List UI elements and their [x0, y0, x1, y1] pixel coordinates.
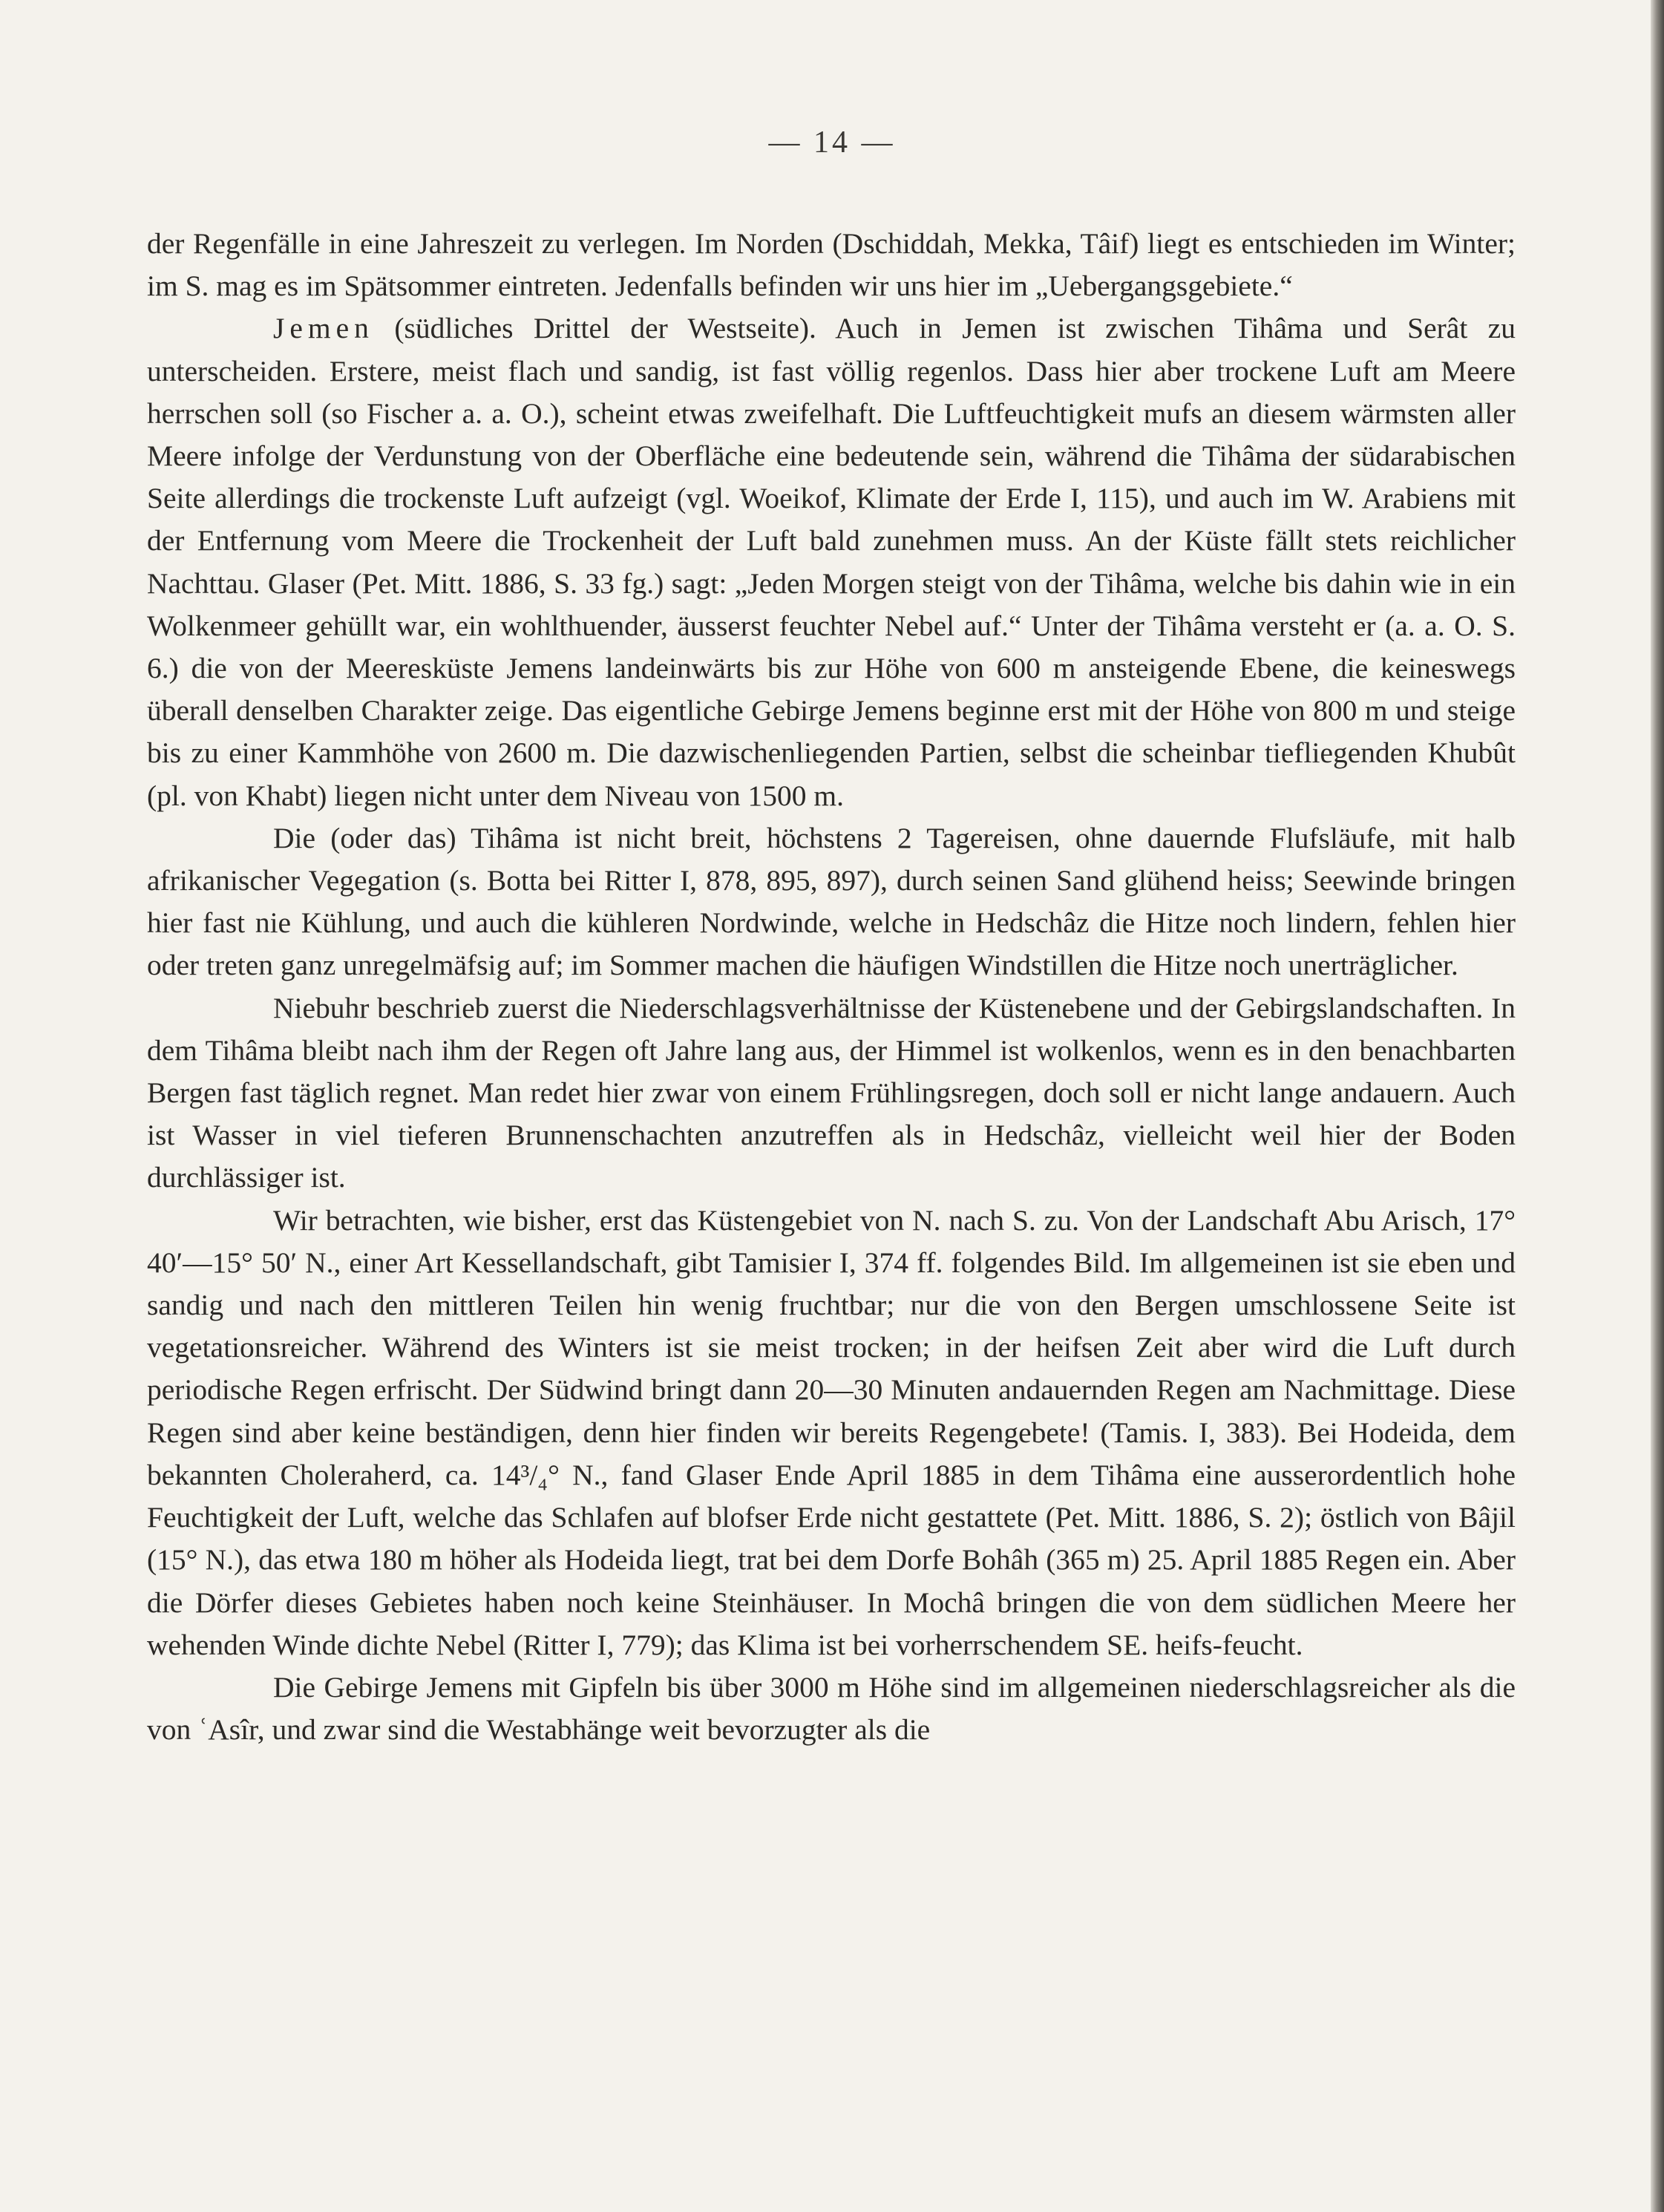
scan-edge — [1651, 0, 1664, 2212]
paragraph-5: Wir betrachten, wie bisher, erst das Küstengebiet von N. nach S. zu. Von der Landschaft Abu Arisch, 17° 40′—15° 50′ N., einer Art Kessellandschaft, gibt Tamisier I, 374 ff. folgendes Bild. Im allgemeinen ist sie eben und sandig und nach den mittleren Teilen hin wenig fruchtbar; nur die von den Bergen umschlossene Seite ist vegetationsreicher. Während des Winters ist sie meist trocken; in der heifsen Zeit aber wird die Luft durch periodische Regen erfrischt. Der Südwind bringt dann 20—30 Minuten andauernden Regen am Nachmittage. Diese Regen sind aber keine beständigen, denn hier finden wir bereits Regengebete! (Tamis. I, 383). Bei Hodeida, dem bekannten Choleraherd, ca. 14³/₄° N., fand Glaser Ende April 1885 in dem Tihâma eine ausserordentlich hohe Feuchtigkeit der Luft, welche das Schlafen auf blofser Erde nicht gestattete (Pet. Mitt. 1886, S. 2); östlich von Bâjil (15° N.), das etwa 180 m höher als Hodeida liegt, trat bei dem Dorfe Bohâh (365 m) 25. April 1885 Regen ein. Aber die Dörfer dieses Gebietes haben noch keine Steinhäuser. In Mochâ bringen die von dem südlichen Meere her wehenden Winde dichte Nebel (Ritter I, 779); das Klima ist bei vorherrschendem SE. heifs-feucht. — [147, 1203, 1516, 1661]
body-text — [147, 223, 1516, 1751]
page-number: — 14 — — [768, 125, 896, 160]
paragraph-2 — [147, 307, 1516, 817]
paragraph-6: Die Gebirge Jemens mit Gipfeln bis über 3000 m Höhe sind im allgemeinen niederschlagsreicher als die von ʿAsîr, und zwar sind die Westabhänge weit bevorzugter als die — [147, 1670, 1516, 1747]
paragraph-3: Die (oder das) Tihâma ist nicht breit, höchstens 2 Tagereisen, ohne dauernde Flufsläufe, mit halb afrikanischer Vegegation (s. Botta bei Ritter I, 878, 895, 897), durch seinen Sand glühend heiss; Seewinde bringen hier fast nie Kühlung, und auch die kühleren Nordwinde, welche in Hedschâz die Hitze noch lindern, fehlen hier oder treten ganz unregelmäfsig auf; im Sommer machen die häufigen Windstillen die Hitze noch unerträglicher. — [147, 821, 1516, 982]
paragraph-2-text: (südliches Drittel der Westseite). Auch in Jemen ist zwischen Tihâma und Serât zu unterscheiden. Erstere, meist flach und sandig, ist fast völlig regenlos. Dass hier aber trockene Luft am Meere herrschen soll (so Fischer a. a. O.), scheint etwas zweifelhaft. Die Luftfeuchtigkeit mufs an diesem wärmsten aller Meere infolge der Verdunstung von der Oberfläche eine bedeutende sein, während die Tihâma der südarabischen Seite allerdings die trockenste Luft aufzeigt (vgl. Woeikof, Klimate der Erde I, 115), und auch im W. Arabiens mit der Entfernung vom Meere die Trockenheit der Luft bald zunehmen muss. An der Küste fällt stets reichlicher Nachttau. Glaser (Pet. Mitt. 1886, S. 33 fg.) sagt: „Jeden Morgen steigt von der Tihâma, welche bis dahin wie in ein Wolkenmeer gehüllt war, ein wohlthuender, äusserst feuchter Nebel auf.“ Unter der Tihâma versteht er (a. a. O. S. 6.) die von der Meeresküste Jemens landeinwärts bis zur Höhe von 600 m ansteigende Ebene, die keineswegs überall denselben Charakter zeige. Das eigentliche Gebirge Jemens beginne erst mit der Höhe von 800 m und steige bis zu einer Kammhöhe von 2600 m. Die dazwischenliegenden Partien, selbst die scheinbar tiefliegenden Khubût (pl. von Khabt) liegen nicht unter dem Niveau von 1500 m. — [147, 312, 1516, 812]
paragraph-4: Niebuhr beschrieb zuerst die Niederschlagsverhältnisse der Küstenebene und der Gebirgslandschaften. In dem Tihâma bleibt nach ihm der Regen oft Jahre lang aus, der Himmel ist wolkenlos, wenn es in den benachbarten Bergen fast täglich regnet. Man redet hier zwar von einem Frühlingsregen, doch soll er nicht lange andauern. Auch ist Wasser in viel tieferen Brunnenschachten anzutreffen als in Hedschâz, vielleicht weil hier der Boden durchlässiger ist. — [147, 991, 1516, 1194]
paragraph-1: der Regenfälle in eine Jahreszeit zu verlegen. Im Norden (Dschiddah, Mekka, Tâif) liegt es entschieden im Winter; im S. mag es im Spätsommer eintreten. Jedenfalls befinden wir uns hier im „Uebergangsgebiete.“ — [147, 227, 1516, 303]
section-heading-jemen: Jemen — [273, 312, 374, 345]
